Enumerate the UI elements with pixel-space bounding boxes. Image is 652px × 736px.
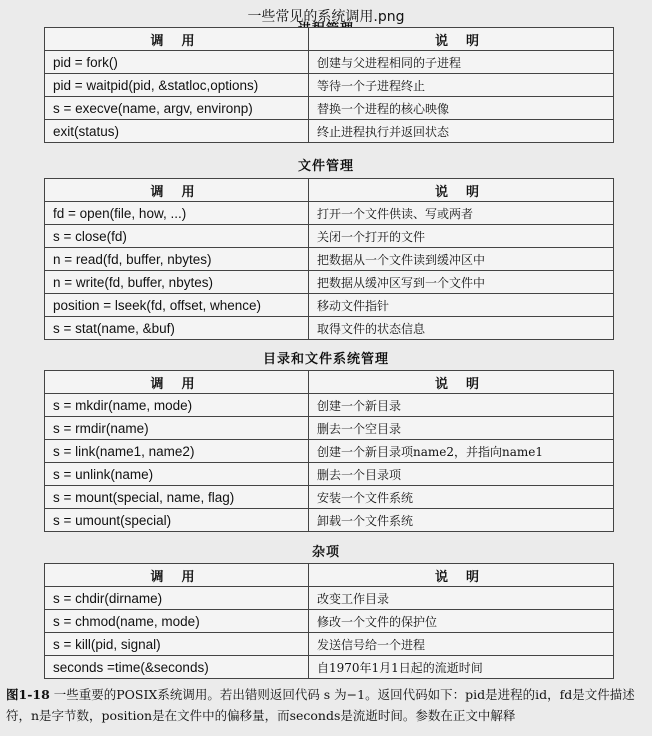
description-cell: 创建一个新目录项name2，并指向name1: [309, 440, 614, 463]
syscall-cell: s = mount(special, name, flag): [45, 486, 309, 509]
syscall-cell: position = lseek(fd, offset, whence): [45, 294, 309, 317]
directory-management-table: [44, 370, 614, 532]
description-cell: 删去一个空目录: [309, 417, 614, 440]
figure-label: 图1-18: [6, 687, 50, 702]
table-row: [45, 656, 614, 679]
table-row: [45, 486, 614, 509]
table-row: [45, 610, 614, 633]
syscall-cell: s = rmdir(name): [45, 417, 309, 440]
syscall-cell: pid = fork(): [45, 51, 309, 74]
description-cell: 删去一个目录项: [309, 463, 614, 486]
file-title: 一些常见的系统调用.png: [247, 9, 405, 25]
description-cell: 替换一个进程的核心映像: [309, 97, 614, 120]
syscall-cell: s = unlink(name): [45, 463, 309, 486]
description-cell: 终止进程执行并返回状态: [309, 120, 614, 143]
description-cell: 把数据从缓冲区写到一个文件中: [309, 271, 614, 294]
header-call: 调用: [45, 371, 309, 394]
table-row: [45, 463, 614, 486]
table-row: [45, 97, 614, 120]
description-cell: 创建一个新目录: [309, 394, 614, 417]
syscall-cell: s = stat(name, &buf): [45, 317, 309, 340]
description-cell: 移动文件指针: [309, 294, 614, 317]
table-row: [45, 51, 614, 74]
description-cell: 取得文件的状态信息: [309, 317, 614, 340]
syscall-cell: n = read(fd, buffer, nbytes): [45, 248, 309, 271]
description-cell: 改变工作目录: [309, 587, 614, 610]
section-title: 文件管理: [297, 159, 354, 174]
syscall-cell: s = umount(special): [45, 509, 309, 532]
header-description: 说明: [309, 179, 614, 202]
table-header-row: [45, 179, 614, 202]
table-header-row: [45, 564, 614, 587]
table-row: [45, 440, 614, 463]
description-cell: 打开一个文件供读、写或两者: [309, 202, 614, 225]
figure-caption: [6, 684, 646, 726]
file-management-table: [44, 178, 614, 340]
description-cell: 创建与父进程相同的子进程: [309, 51, 614, 74]
table-row: [45, 509, 614, 532]
syscall-cell: s = chdir(dirname): [45, 587, 309, 610]
syscall-cell: s = chmod(name, mode): [45, 610, 309, 633]
table-header-row: [45, 371, 614, 394]
syscall-cell: s = link(name1, name2): [45, 440, 309, 463]
syscall-cell: n = write(fd, buffer, nbytes): [45, 271, 309, 294]
process-management-table: [44, 27, 614, 143]
table-row: [45, 271, 614, 294]
table-row: [45, 417, 614, 440]
table-row: [45, 294, 614, 317]
table-row: [45, 633, 614, 656]
table-header-row: [45, 28, 614, 51]
header-description: 说明: [309, 28, 614, 51]
syscall-cell: s = kill(pid, signal): [45, 633, 309, 656]
header-call: 调用: [45, 28, 309, 51]
description-cell: 修改一个文件的保护位: [309, 610, 614, 633]
misc-table: [44, 563, 614, 679]
header-call: 调用: [45, 179, 309, 202]
table-row: [45, 248, 614, 271]
figure-caption-text: 一些重要的POSIX系统调用。若出错则返回代码 s 为−1。返回代码如下：pid是进程的id，fd是文件描述符，n是字节数，position是在文件中的偏移量，而seconds是流逝时间。参数在正文中解释: [6, 687, 635, 723]
header-description: 说明: [309, 564, 614, 587]
header-description: 说明: [309, 371, 614, 394]
table-row: [45, 225, 614, 248]
description-cell: 安装一个文件系统: [309, 486, 614, 509]
syscall-cell: fd = open(file, how, ...): [45, 202, 309, 225]
description-cell: 卸载一个文件系统: [309, 509, 614, 532]
section-title: 杂项: [311, 545, 340, 560]
syscall-cell: pid = waitpid(pid, &statloc,options): [45, 74, 309, 97]
table-row: [45, 74, 614, 97]
section-title: 目录和文件系统管理: [262, 352, 389, 367]
description-cell: 等待一个子进程终止: [309, 74, 614, 97]
syscall-cell: seconds =time(&seconds): [45, 656, 309, 679]
syscall-cell: s = execve(name, argv, environp): [45, 97, 309, 120]
description-cell: 把数据从一个文件读到缓冲区中: [309, 248, 614, 271]
table-row: [45, 587, 614, 610]
syscall-cell: exit(status): [45, 120, 309, 143]
table-row: [45, 202, 614, 225]
header-call: 调用: [45, 564, 309, 587]
syscall-cell: s = close(fd): [45, 225, 309, 248]
description-cell: 关闭一个打开的文件: [309, 225, 614, 248]
syscall-cell: s = mkdir(name, mode): [45, 394, 309, 417]
description-cell: 自1970年1月1日起的流逝时间: [309, 656, 614, 679]
table-row: [45, 317, 614, 340]
table-row: [45, 394, 614, 417]
description-cell: 发送信号给一个进程: [309, 633, 614, 656]
table-row: [45, 120, 614, 143]
